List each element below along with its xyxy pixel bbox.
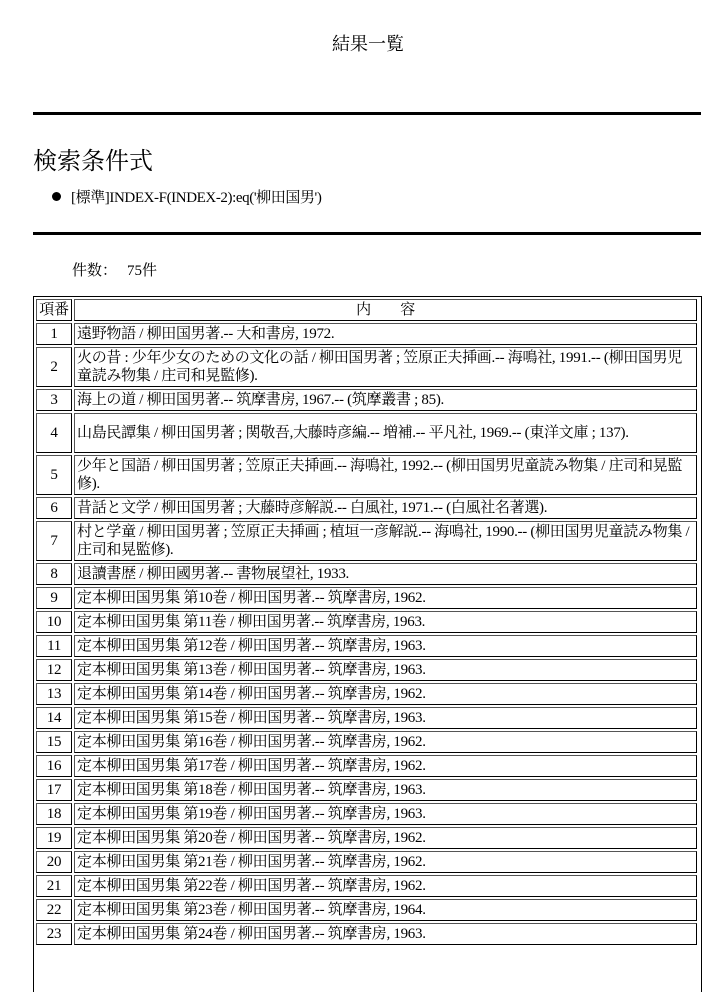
table-row: [36, 413, 697, 453]
table-row: [36, 851, 697, 873]
page-title: 結果一覧: [332, 34, 404, 54]
row-number: 15: [36, 731, 72, 753]
bullet-icon: [52, 192, 61, 201]
table-row: [36, 611, 697, 633]
row-number: 11: [36, 635, 72, 657]
table-row: [36, 497, 697, 519]
row-content[interactable]: 山島民譚集 / 柳田国男著 ; 関敬吾,大藤時彦編.-- 増補.-- 平凡社, 1969.-- (東洋文庫 ; 137).: [74, 413, 697, 453]
row-number: 6: [36, 497, 72, 519]
table-row: [36, 731, 697, 753]
section-heading: 検索条件式: [33, 149, 153, 175]
row-number: 21: [36, 875, 72, 897]
table-row: [36, 875, 697, 897]
row-content[interactable]: 定本柳田国男集 第15巻 / 柳田国男著.-- 筑摩書房, 1963.: [74, 707, 697, 729]
row-number: 7: [36, 521, 72, 561]
table-header-row: [36, 299, 697, 321]
row-number: 2: [36, 347, 72, 387]
row-number: 23: [36, 923, 72, 945]
table-row: [36, 683, 697, 705]
row-number: 14: [36, 707, 72, 729]
table-row: [36, 455, 697, 495]
table-row: [36, 659, 697, 681]
row-number: 20: [36, 851, 72, 873]
column-header-content-label: 内 容: [356, 302, 415, 318]
row-content[interactable]: 定本柳田国男集 第21巻 / 柳田国男著.-- 筑摩書房, 1962.: [74, 851, 697, 873]
row-content[interactable]: 定本柳田国男集 第18巻 / 柳田国男著.-- 筑摩書房, 1963.: [74, 779, 697, 801]
search-condition-item: [52, 186, 321, 207]
row-content[interactable]: 昔話と文学 / 柳田国男著 ; 大藤時彦解説.-- 白風社, 1971.-- (白風社名著選).: [74, 497, 697, 519]
table-row: [36, 779, 697, 801]
row-content[interactable]: 定本柳田国男集 第23巻 / 柳田国男著.-- 筑摩書房, 1964.: [74, 899, 697, 921]
row-number: 3: [36, 389, 72, 411]
result-count: [72, 259, 157, 280]
row-content[interactable]: 退讀書歴 / 柳田國男著.-- 書物展望社, 1933.: [74, 563, 697, 585]
row-content[interactable]: 定本柳田国男集 第24巻 / 柳田国男著.-- 筑摩書房, 1963.: [74, 923, 697, 945]
table-row: [36, 563, 697, 585]
row-content[interactable]: 定本柳田国男集 第13巻 / 柳田国男著.-- 筑摩書房, 1963.: [74, 659, 697, 681]
row-content[interactable]: 定本柳田国男集 第20巻 / 柳田国男著.-- 筑摩書房, 1962.: [74, 827, 697, 849]
row-content[interactable]: 定本柳田国男集 第17巻 / 柳田国男著.-- 筑摩書房, 1962.: [74, 755, 697, 777]
row-number: 19: [36, 827, 72, 849]
row-number: 12: [36, 659, 72, 681]
result-count-value: 75件: [127, 263, 158, 279]
row-content[interactable]: 火の昔 : 少年少女のための文化の話 / 柳田国男著 ; 笠原正夫挿画.-- 海鳴社, 1991.-- (柳田国男児童読み物集 / 庄司和晃監修).: [74, 347, 697, 387]
row-number: 4: [36, 413, 72, 453]
row-number: 1: [36, 323, 72, 345]
column-header-content: [74, 299, 697, 321]
row-number: 5: [36, 455, 72, 495]
row-number: 8: [36, 563, 72, 585]
table-row: [36, 347, 697, 387]
table-row: [36, 707, 697, 729]
row-content[interactable]: 定本柳田国男集 第11巻 / 柳田国男著.-- 筑摩書房, 1963.: [74, 611, 697, 633]
table-row: [36, 587, 697, 609]
row-number: 9: [36, 587, 72, 609]
table-row: [36, 827, 697, 849]
row-number: 17: [36, 779, 72, 801]
table-row: [36, 323, 697, 345]
results-table-container[interactable]: [33, 296, 702, 992]
column-header-number: 項番: [36, 299, 72, 321]
row-content[interactable]: 遠野物語 / 柳田国男著.-- 大和書房, 1972.: [74, 323, 697, 345]
row-content[interactable]: 定本柳田国男集 第12巻 / 柳田国男著.-- 筑摩書房, 1963.: [74, 635, 697, 657]
row-content[interactable]: 定本柳田国男集 第22巻 / 柳田国男著.-- 筑摩書房, 1962.: [74, 875, 697, 897]
result-count-label: 件数：: [72, 263, 118, 279]
results-table: [34, 297, 699, 947]
row-number: 13: [36, 683, 72, 705]
table-row: [36, 803, 697, 825]
row-content[interactable]: 定本柳田国男集 第16巻 / 柳田国男著.-- 筑摩書房, 1962.: [74, 731, 697, 753]
table-row: [36, 389, 697, 411]
row-content[interactable]: 少年と国語 / 柳田国男著 ; 笠原正夫挿画.-- 海鳴社, 1992.-- (柳田国男児童読み物集 / 庄司和晃監修).: [74, 455, 697, 495]
table-row: [36, 899, 697, 921]
row-content[interactable]: 海上の道 / 柳田国男著.-- 筑摩書房, 1967.-- (筑摩叢書 ; 85).: [74, 389, 697, 411]
table-row: [36, 755, 697, 777]
row-content[interactable]: 村と学童 / 柳田国男著 ; 笠原正夫挿画 ; 植垣一彦解説.-- 海鳴社, 1990.-- (柳田国男児童読み物集 / 庄司和晃監修).: [74, 521, 697, 561]
table-row: [36, 635, 697, 657]
row-content[interactable]: 定本柳田国男集 第19巻 / 柳田国男著.-- 筑摩書房, 1963.: [74, 803, 697, 825]
row-number: 22: [36, 899, 72, 921]
divider: [33, 112, 701, 115]
search-condition-text: [標準]INDEX-F(INDEX-2):eq('柳田国男'): [71, 190, 322, 206]
row-number: 10: [36, 611, 72, 633]
divider: [33, 232, 701, 235]
row-content[interactable]: 定本柳田国男集 第10巻 / 柳田国男著.-- 筑摩書房, 1962.: [74, 587, 697, 609]
row-content[interactable]: 定本柳田国男集 第14巻 / 柳田国男著.-- 筑摩書房, 1962.: [74, 683, 697, 705]
table-row: [36, 923, 697, 945]
row-number: 18: [36, 803, 72, 825]
row-number: 16: [36, 755, 72, 777]
table-row: [36, 521, 697, 561]
